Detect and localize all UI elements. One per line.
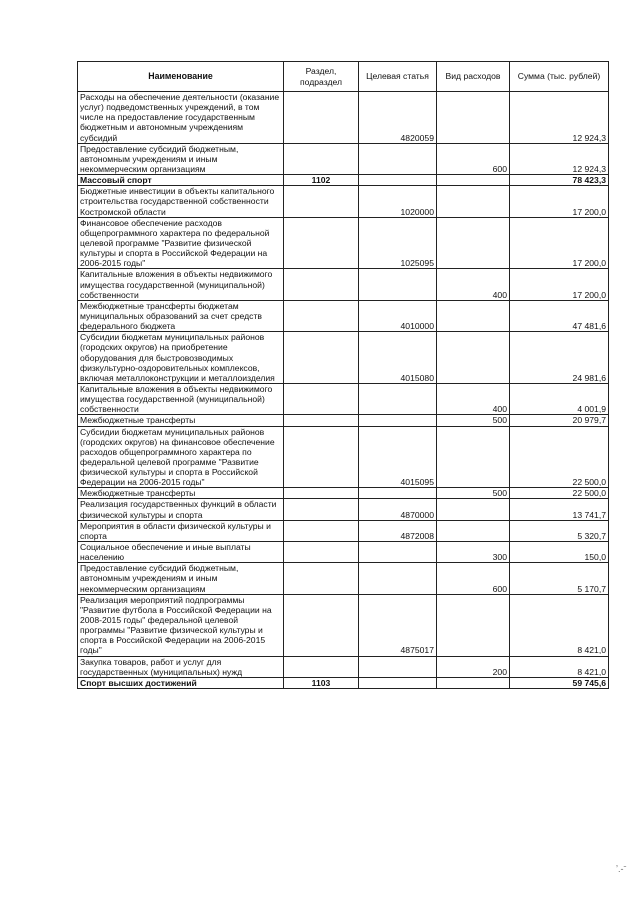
cell-target: 1020000 — [359, 186, 437, 217]
table-row — [78, 92, 609, 144]
table-row — [78, 143, 609, 174]
cell-sum: 22 500,0 — [510, 488, 609, 499]
cell-name: Межбюджетные трансферты — [78, 415, 284, 426]
cell-section — [284, 415, 359, 426]
cell-section — [284, 488, 359, 499]
cell-name: Закупка товаров, работ и услуг для государственных (муниципальных) нужд — [78, 656, 284, 677]
cell-sum: 47 481,6 — [510, 300, 609, 331]
cell-sum: 17 200,0 — [510, 269, 609, 300]
cell-type: 600 — [437, 563, 510, 594]
cell-type: 500 — [437, 415, 510, 426]
cell-name: Субсидии бюджетам муниципальных районов (городских округов) на приобретение оборудования для быстровозводимых физкультурно-оздоровительных комплексов, включая металлоконструкции и металлоизделия — [78, 332, 284, 384]
cell-section — [284, 563, 359, 594]
cell-type: 400 — [437, 383, 510, 414]
cell-section — [284, 92, 359, 144]
cell-type: 500 — [437, 488, 510, 499]
cell-section — [284, 383, 359, 414]
cell-section — [284, 656, 359, 677]
cell-target: 4015080 — [359, 332, 437, 384]
table-header — [78, 62, 609, 92]
header-target: Целевая статья — [359, 62, 437, 92]
cell-target: 4010000 — [359, 300, 437, 331]
cell-target — [359, 656, 437, 677]
table-row — [78, 332, 609, 384]
cell-type — [437, 92, 510, 144]
cell-type: 400 — [437, 269, 510, 300]
cell-type: 200 — [437, 656, 510, 677]
cell-section — [284, 300, 359, 331]
cell-name: Спорт высших достижений — [78, 677, 284, 688]
cell-type — [437, 594, 510, 656]
table-row — [78, 269, 609, 300]
cell-name: Финансовое обеспечение расходов общепрограммного характера по федеральной целевой программе "Развитие физической культуры и спорта в Российской Федерации на 2006-2015 годы" — [78, 217, 284, 269]
cell-sum: 8 421,0 — [510, 656, 609, 677]
cell-sum: 20 979,7 — [510, 415, 609, 426]
cell-target — [359, 175, 437, 186]
cell-name: Мероприятия в области физической культуры и спорта — [78, 520, 284, 541]
cell-target: 4870000 — [359, 499, 437, 520]
cell-target — [359, 488, 437, 499]
cell-target — [359, 677, 437, 688]
table-row — [78, 186, 609, 217]
cell-sum: 5 320,7 — [510, 520, 609, 541]
cell-type — [437, 186, 510, 217]
cell-target — [359, 415, 437, 426]
cell-name: Предоставление субсидий бюджетным, автономным учреждениям и иным некоммерческим организациям — [78, 143, 284, 174]
cell-sum: 150,0 — [510, 542, 609, 563]
table-row — [78, 426, 609, 488]
cell-section — [284, 542, 359, 563]
cell-type — [437, 426, 510, 488]
cell-sum: 22 500,0 — [510, 426, 609, 488]
table-row — [78, 594, 609, 656]
cell-target: 4015095 — [359, 426, 437, 488]
cell-section — [284, 499, 359, 520]
cell-type — [437, 499, 510, 520]
table-body — [78, 92, 609, 689]
table-row — [78, 677, 609, 688]
cell-type — [437, 217, 510, 269]
cell-sum: 12 924,3 — [510, 143, 609, 174]
cell-name: Межбюджетные трансферты — [78, 488, 284, 499]
cell-sum: 24 981,6 — [510, 332, 609, 384]
cell-section — [284, 143, 359, 174]
cell-section — [284, 594, 359, 656]
scan-mark: ʼ.-ˉ — [616, 864, 627, 874]
table-row — [78, 520, 609, 541]
table-row — [78, 300, 609, 331]
table-row — [78, 217, 609, 269]
cell-section — [284, 186, 359, 217]
cell-name: Массовый спорт — [78, 175, 284, 186]
cell-section: 1103 — [284, 677, 359, 688]
cell-target: 4872008 — [359, 520, 437, 541]
header-row — [78, 62, 609, 92]
cell-target: 1025095 — [359, 217, 437, 269]
cell-name: Расходы на обеспечение деятельности (оказание услуг) подведомственных учреждений, в том числе на предоставление государственным бюджетным и автономным учреждениям субсидий — [78, 92, 284, 144]
cell-name: Бюджетные инвестиции в объекты капитального строительства государственной собственности Костромской области — [78, 186, 284, 217]
cell-name: Субсидии бюджетам муниципальных районов (городских округов) на финансовое обеспечение расходов общепрограммного характера по федеральной целевой программе "Развитие физической культуры и спорта в Российской Федерации на 2006-2015 годы" — [78, 426, 284, 488]
cell-target — [359, 542, 437, 563]
cell-type: 600 — [437, 143, 510, 174]
cell-name: Предоставление субсидий бюджетным, автономным учреждениям и иным некоммерческим организациям — [78, 563, 284, 594]
cell-sum: 12 924,3 — [510, 92, 609, 144]
cell-type — [437, 300, 510, 331]
cell-type — [437, 677, 510, 688]
cell-sum: 5 170,7 — [510, 563, 609, 594]
cell-type — [437, 175, 510, 186]
cell-sum: 59 745,6 — [510, 677, 609, 688]
table-row — [78, 175, 609, 186]
cell-name: Капитальные вложения в объекты недвижимого имущества государственной (муниципальной) собственности — [78, 269, 284, 300]
table-row — [78, 415, 609, 426]
cell-target: 4875017 — [359, 594, 437, 656]
header-section: Раздел, подраздел — [284, 62, 359, 92]
table-row — [78, 499, 609, 520]
cell-sum: 8 421,0 — [510, 594, 609, 656]
header-sum: Сумма (тыс. рублей) — [510, 62, 609, 92]
cell-type: 300 — [437, 542, 510, 563]
cell-target — [359, 563, 437, 594]
cell-type — [437, 332, 510, 384]
cell-section — [284, 426, 359, 488]
cell-sum: 4 001,9 — [510, 383, 609, 414]
table-row — [78, 563, 609, 594]
cell-section: 1102 — [284, 175, 359, 186]
cell-name: Социальное обеспечение и иные выплаты населению — [78, 542, 284, 563]
cell-sum: 17 200,0 — [510, 186, 609, 217]
budget-table — [77, 61, 609, 689]
table-row — [78, 383, 609, 414]
table-row — [78, 656, 609, 677]
cell-section — [284, 332, 359, 384]
cell-section — [284, 269, 359, 300]
cell-section — [284, 520, 359, 541]
table-row — [78, 542, 609, 563]
cell-name: Межбюджетные трансферты бюджетам муниципальных образований за счет средств федерального бюджета — [78, 300, 284, 331]
cell-target: 4820059 — [359, 92, 437, 144]
cell-section — [284, 217, 359, 269]
cell-sum: 17 200,0 — [510, 217, 609, 269]
header-type: Вид расходов — [437, 62, 510, 92]
cell-name: Реализация государственных функций в области физической культуры и спорта — [78, 499, 284, 520]
cell-sum: 13 741,7 — [510, 499, 609, 520]
table-row — [78, 488, 609, 499]
cell-target — [359, 383, 437, 414]
cell-name: Реализация мероприятий подпрограммы "Развитие футбола в Российской Федерации на 2008-2015 годы" федеральной целевой программы "Развитие физической культуры и спорта в Российской Федерации на 2006-2015 годы" — [78, 594, 284, 656]
cell-name: Капитальные вложения в объекты недвижимого имущества государственной (муниципальной) собственности — [78, 383, 284, 414]
cell-target — [359, 269, 437, 300]
cell-target — [359, 143, 437, 174]
cell-sum: 78 423,3 — [510, 175, 609, 186]
header-name: Наименование — [78, 62, 284, 92]
cell-type — [437, 520, 510, 541]
